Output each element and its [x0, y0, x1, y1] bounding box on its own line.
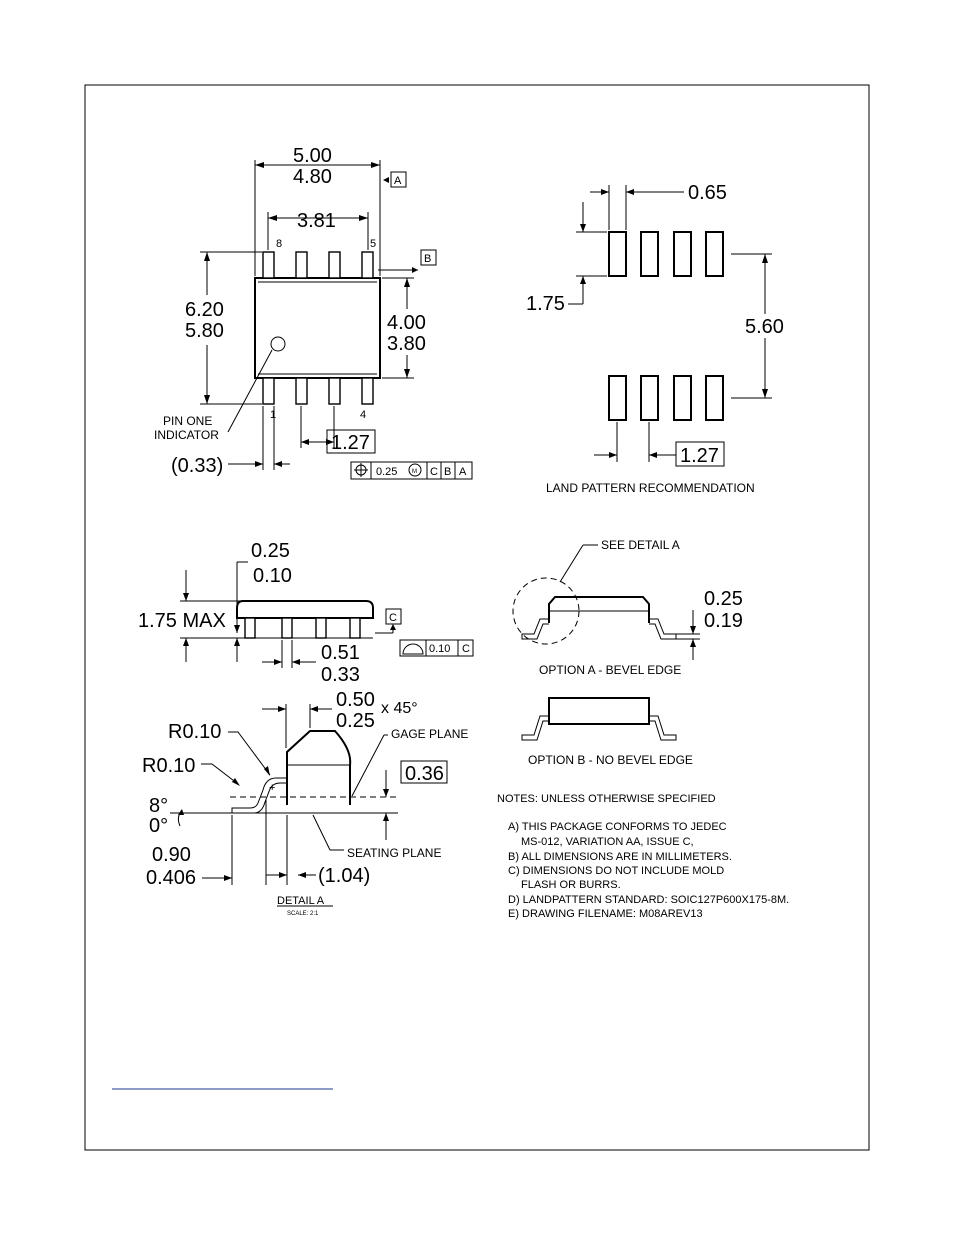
detail-a-scale: SCALE: 2:1 — [287, 911, 319, 917]
dim-overall-min: 5.80 — [185, 320, 224, 342]
options — [513, 538, 743, 767]
detail-a-title: DETAIL A — [277, 895, 325, 907]
side-view — [138, 540, 473, 686]
pin-label-1: 1 — [270, 409, 277, 421]
svg-text:+: + — [269, 782, 276, 794]
dim-width-max: 5.00 — [293, 145, 332, 167]
dim-pad-width: 0.65 — [688, 182, 727, 204]
land-pad — [641, 376, 658, 420]
note-e: E) DRAWING FILENAME: M08AREV13 — [508, 908, 703, 920]
pin-label-8: 8 — [276, 238, 283, 250]
dim-foot-max: 0.90 — [152, 844, 191, 866]
dim-gage: 0.36 — [405, 763, 444, 785]
option-b-caption: OPTION B - NO BEVEL EDGE — [528, 753, 693, 767]
note-c-line2: FLASH OR BURRS. — [521, 879, 621, 891]
dim-angle-max: 8° — [149, 795, 169, 817]
dim-angle-min: 0° — [149, 815, 169, 837]
pin-one-label-line1: PIN ONE — [163, 414, 213, 428]
note-a-line1: A) THIS PACKAGE CONFORMS TO JEDEC — [508, 821, 727, 833]
dim-pad-length: 1.75 — [526, 293, 565, 315]
side-body — [237, 601, 373, 618]
dim-body-max: 4.00 — [387, 312, 426, 334]
option-a-lead-left — [522, 619, 549, 639]
dim-lead-max: 0.51 — [321, 642, 360, 664]
pin — [329, 252, 340, 278]
land-pad — [641, 232, 658, 276]
pin — [362, 252, 373, 278]
detail-a — [142, 689, 468, 917]
option-b-lead-left — [522, 716, 549, 740]
datum-c: C — [389, 612, 397, 624]
land-pad — [674, 376, 691, 420]
land-pattern-caption: LAND PATTERN RECOMMENDATION — [546, 481, 755, 495]
option-a-body — [549, 597, 649, 623]
dim-land-pitch: 1.27 — [680, 445, 719, 467]
land-pad — [674, 232, 691, 276]
dim-foot-min: 0.406 — [146, 867, 197, 889]
dim-lead-min: 0.33 — [321, 664, 360, 686]
note-a-line2: MS-012, VARIATION AA, ISSUE C, — [521, 836, 694, 848]
fcf-c: C — [430, 466, 438, 478]
land-pad — [609, 376, 626, 420]
land-pattern — [526, 182, 792, 495]
dim-chamfer-angle: x 45° — [381, 700, 418, 717]
dim-pitch: 1.27 — [331, 432, 370, 454]
dim-r2: R0.10 — [142, 755, 196, 777]
option-a-caption: OPTION A - BEVEL EDGE — [539, 663, 682, 677]
dim-standoff-max: 0.25 — [251, 540, 290, 562]
note-d: D) LANDPATTERN STANDARD: SOIC127P600X175-8M. — [508, 894, 790, 906]
pin-label-5: 5 — [370, 238, 377, 250]
dim-lead-width: (0.33) — [171, 455, 224, 477]
dim-width-min: 4.80 — [293, 166, 332, 188]
detail-lead — [232, 778, 287, 813]
dim-thick-min: 0.19 — [704, 610, 743, 632]
dim-pin-span: 3.81 — [297, 210, 336, 232]
gage-plane-label: GAGE PLANE — [391, 727, 469, 741]
fcf-b: B — [444, 466, 452, 478]
dim-r1: R0.10 — [168, 721, 222, 743]
note-c-line1: C) DIMENSIONS DO NOT INCLUDE MOLD — [508, 865, 725, 877]
dim-row-span: 5.60 — [745, 316, 784, 338]
note-b: B) ALL DIMENSIONS ARE IN MILLIMETERS. — [508, 851, 732, 863]
option-b-lead-right — [649, 716, 676, 740]
pin — [362, 378, 373, 404]
dim-body-min: 3.80 — [387, 333, 426, 355]
profile-icon — [403, 644, 423, 654]
option-a-lead-right — [649, 619, 676, 639]
dim-standoff-min: 0.10 — [253, 565, 292, 587]
pin — [263, 378, 274, 404]
detail-body — [287, 731, 350, 805]
see-detail-a: SEE DETAIL A — [601, 538, 680, 552]
fcf-tol: 0.25 — [376, 466, 398, 478]
dim-height: 1.75 MAX — [138, 610, 226, 632]
land-pad — [609, 232, 626, 276]
pin — [296, 252, 307, 278]
land-pad — [706, 376, 723, 420]
flatness-datum: C — [462, 643, 470, 655]
option-b-body — [549, 698, 649, 724]
notes-header: NOTES: UNLESS OTHERWISE SPECIFIED — [497, 793, 716, 805]
datum-a: A — [394, 175, 402, 187]
seating-plane-label: SEATING PLANE — [347, 846, 442, 860]
pin-one-label-line2: INDICATOR — [154, 428, 219, 442]
flatness-tol: 0.10 — [429, 643, 451, 655]
top-view — [154, 145, 472, 479]
datum-b: B — [424, 253, 432, 265]
land-pad — [706, 232, 723, 276]
pin — [263, 252, 274, 278]
notes — [497, 793, 789, 920]
pin — [329, 378, 340, 404]
dim-chamfer-min: 0.25 — [336, 710, 375, 732]
package-body — [255, 278, 380, 378]
pin — [296, 378, 307, 404]
fcf-a: A — [459, 466, 467, 478]
dim-overall-max: 6.20 — [185, 299, 224, 321]
dim-foot-ref: (1.04) — [318, 865, 371, 887]
dim-thick-max: 0.25 — [704, 588, 743, 610]
pin-label-4: 4 — [360, 409, 367, 421]
dim-chamfer-max: 0.50 — [336, 689, 375, 711]
fcf-mod: M — [412, 469, 417, 475]
